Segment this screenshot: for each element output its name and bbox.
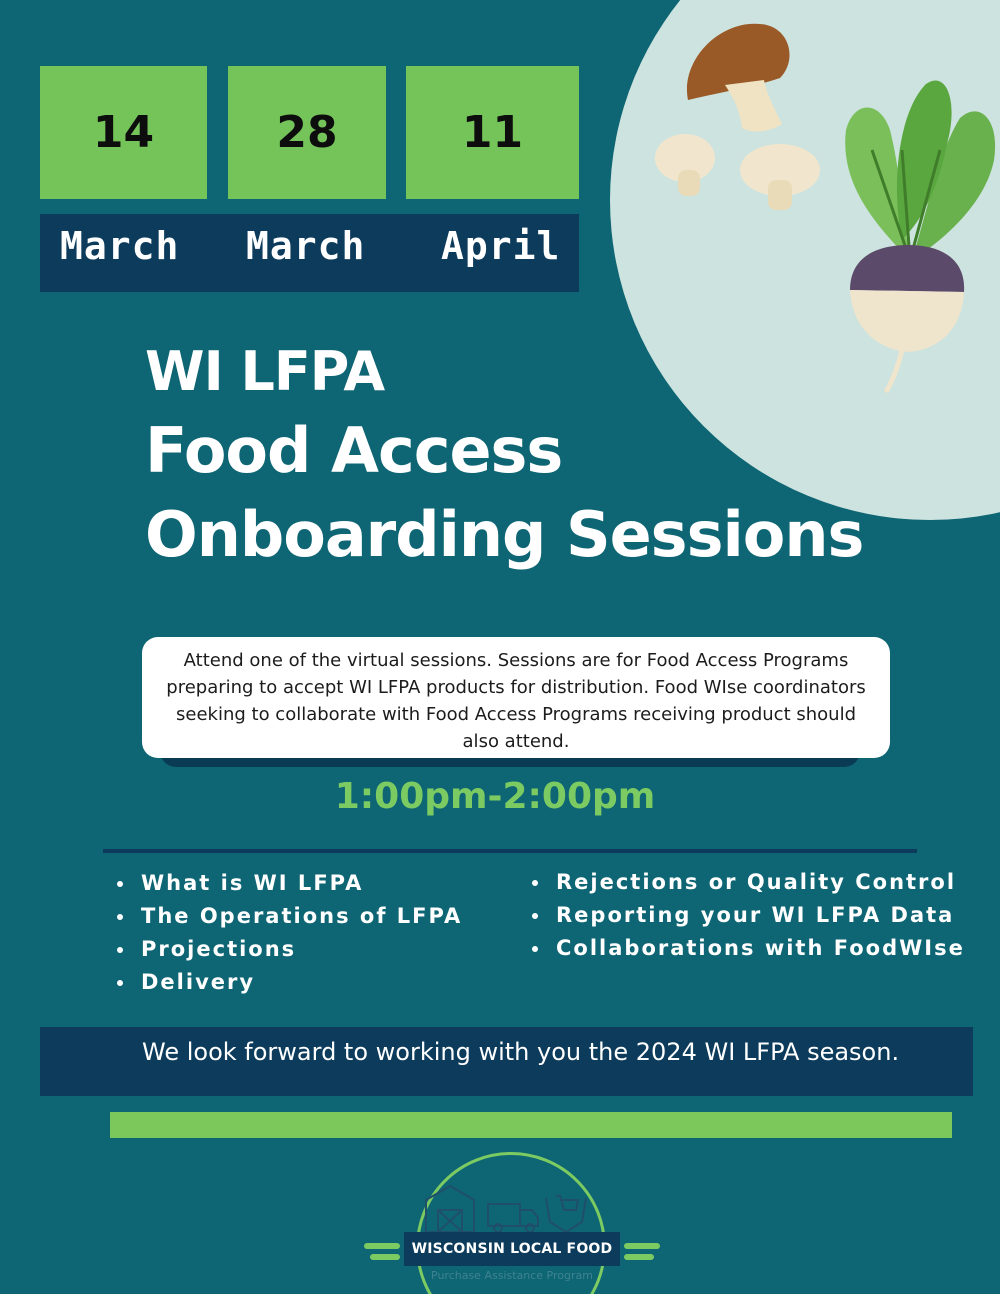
- info-box: [142, 637, 890, 758]
- date-month-3: April: [441, 224, 561, 268]
- logo-icons: [420, 1178, 590, 1234]
- title-line-3: Onboarding Sessions: [145, 498, 864, 571]
- closing-text: We look forward to working with you the 2024 WI LFPA season.: [142, 1038, 900, 1066]
- topics-list-right: [532, 866, 965, 965]
- title-line-1: WI LFPA: [145, 340, 385, 403]
- info-text: Attend one of the virtual sessions. Sessions are for Food Access Programs preparing to accept WI LFPA products for distribution. Food WIse coordinators seeking to collaborate with Food Access Programs receiving product should also attend.: [166, 650, 866, 752]
- mushroom-icon: [687, 24, 790, 132]
- list-item: Rejections or Quality Control: [532, 866, 965, 899]
- barn-icon: [426, 1186, 474, 1232]
- logo-dash-right: [624, 1243, 660, 1249]
- turnip-icon: [845, 81, 995, 392]
- date-box-3: [406, 66, 579, 199]
- list-item: The Operations of LFPA: [117, 900, 462, 933]
- session-time: 1:00pm-2:00pm: [334, 776, 656, 817]
- mushroom-icon: [655, 134, 715, 196]
- divider: [103, 849, 917, 853]
- date-box-2: [228, 66, 386, 199]
- green-accent-bar: [110, 1112, 952, 1138]
- list-item: Collaborations with FoodWIse: [532, 932, 965, 965]
- vegetables-illustration: [640, 0, 1000, 420]
- list-item: What is WI LFPA: [117, 867, 462, 900]
- logo-subtitle: Purchase Assistance Program: [431, 1269, 593, 1282]
- date-month-2: March: [246, 224, 366, 268]
- hands-cart-icon: [546, 1196, 586, 1232]
- truck-icon: [488, 1204, 538, 1232]
- date-day-1: 14: [92, 107, 155, 158]
- date-box-1: [40, 66, 207, 199]
- date-day-2: 28: [276, 107, 338, 158]
- list-item: Reporting your WI LFPA Data: [532, 899, 965, 932]
- logo-dash-left: [364, 1243, 400, 1249]
- date-day-3: 11: [461, 107, 524, 158]
- title-line-2: Food Access: [145, 414, 563, 487]
- logo-name: WISCONSIN LOCAL FOOD: [404, 1232, 620, 1266]
- logo-dash-right: [624, 1254, 654, 1260]
- mushroom-icon: [740, 144, 820, 210]
- date-month-1: March: [60, 224, 180, 268]
- logo-dash-left: [370, 1254, 400, 1260]
- list-item: Delivery: [117, 966, 462, 999]
- topics-list-left: [117, 867, 462, 999]
- list-item: Projections: [117, 933, 462, 966]
